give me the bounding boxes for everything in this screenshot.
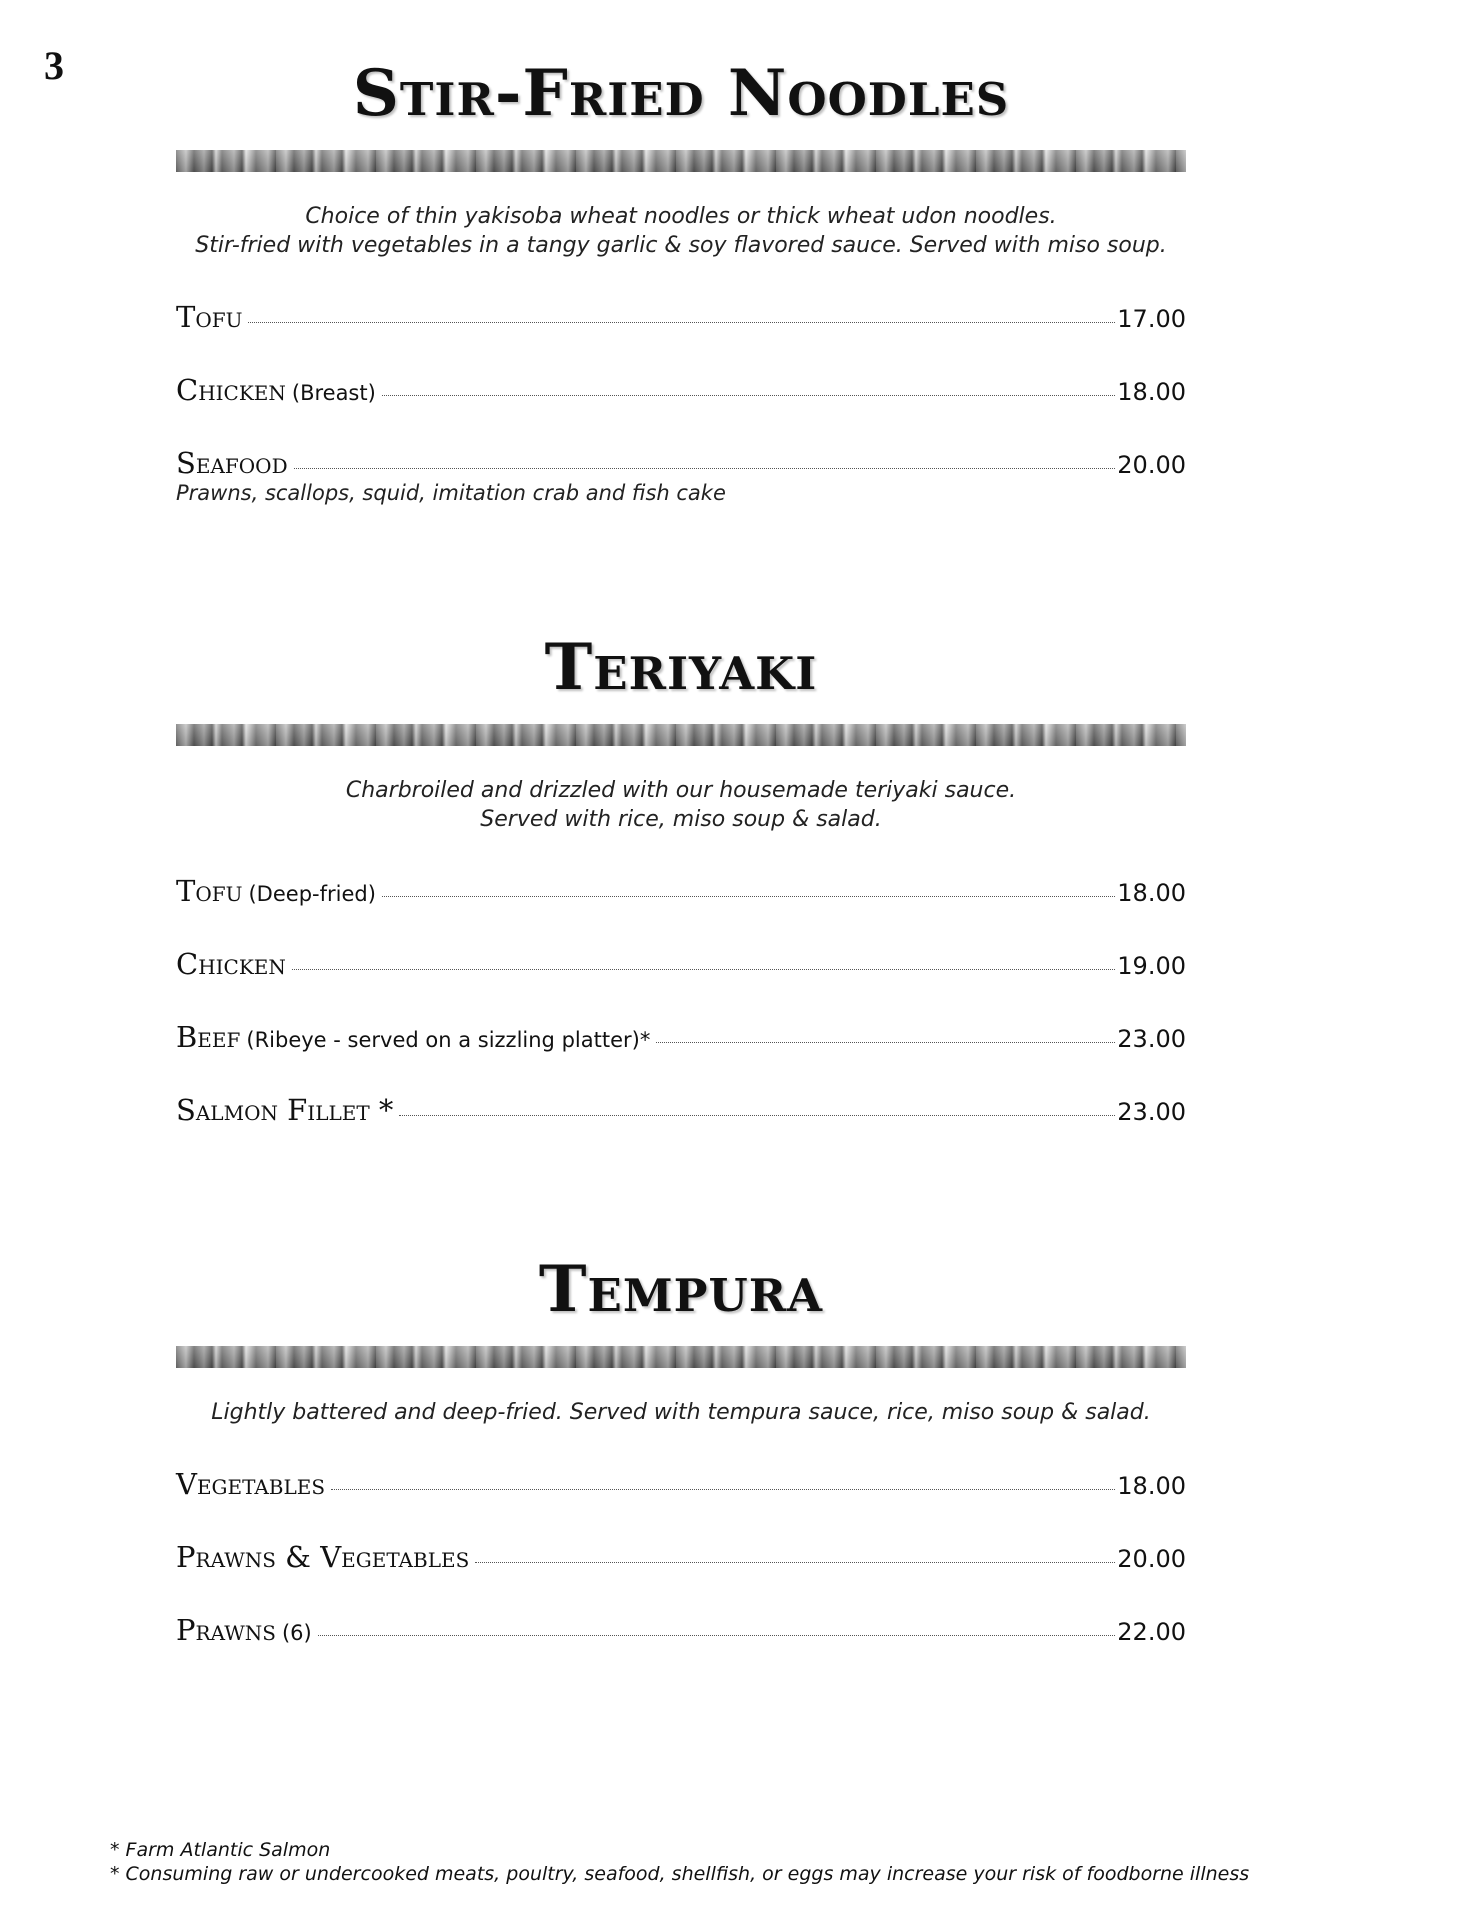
dot-leader bbox=[294, 468, 1116, 469]
item-name: Prawns bbox=[176, 1613, 276, 1647]
item-note: (Breast) bbox=[291, 381, 376, 405]
intro-line: Served with rice, miso soup & salad. bbox=[480, 807, 882, 832]
menu-item bbox=[176, 947, 1186, 980]
item-price: 20.00 bbox=[1117, 451, 1186, 479]
menu-item bbox=[176, 1020, 1186, 1053]
item-name: Prawns & Vegetables bbox=[176, 1540, 470, 1574]
dot-leader bbox=[382, 896, 1115, 897]
menu-item bbox=[176, 1093, 1186, 1126]
dot-leader bbox=[292, 969, 1115, 970]
decorative-divider bbox=[176, 1346, 1186, 1368]
dot-leader bbox=[656, 1042, 1115, 1043]
menu-items bbox=[176, 1467, 1186, 1646]
item-name: Tofu bbox=[176, 874, 243, 908]
item-price: 19.00 bbox=[1117, 952, 1186, 980]
item-name: Vegetables bbox=[176, 1467, 326, 1501]
item-price: 18.00 bbox=[1117, 1472, 1186, 1500]
menu-item bbox=[176, 874, 1186, 907]
section-title: Stir-Fried Noodles bbox=[352, 56, 1010, 131]
intro-line: Charbroiled and drizzled with our housemade teriyaki sauce. bbox=[345, 778, 1017, 803]
item-name: Tofu bbox=[176, 300, 243, 334]
decorative-divider bbox=[176, 150, 1186, 172]
section-stir-fried-noodles bbox=[176, 58, 1186, 545]
menu-item bbox=[176, 446, 1186, 505]
item-price: 22.00 bbox=[1117, 1618, 1186, 1646]
item-price: 20.00 bbox=[1117, 1545, 1186, 1573]
section-title: Teriyaki bbox=[544, 630, 818, 705]
item-description: Prawns, scallops, squid, imitation crab and fish cake bbox=[176, 481, 726, 505]
section-teriyaki bbox=[176, 632, 1186, 1166]
dot-leader bbox=[318, 1635, 1116, 1636]
item-note: (Ribeye - served on a sizzling platter)* bbox=[246, 1028, 651, 1052]
item-price: 23.00 bbox=[1117, 1098, 1186, 1126]
dot-leader bbox=[475, 1562, 1115, 1563]
menu-items bbox=[176, 874, 1186, 1126]
footnotes bbox=[110, 1838, 1249, 1886]
dot-leader bbox=[331, 1489, 1115, 1490]
decorative-divider bbox=[176, 724, 1186, 746]
footnote-consumer-advisory: * Consuming raw or undercooked meats, poultry, seafood, shellfish, or eggs may increase your risk of foodborne illness bbox=[110, 1863, 1250, 1885]
footnote-salmon: * Farm Atlantic Salmon bbox=[110, 1839, 331, 1861]
item-name: Chicken bbox=[176, 947, 286, 981]
item-price: 18.00 bbox=[1117, 879, 1186, 907]
item-name: Salmon Fillet * bbox=[176, 1093, 394, 1127]
item-name: Chicken bbox=[176, 373, 286, 407]
section-intro bbox=[176, 776, 1186, 834]
item-price: 18.00 bbox=[1117, 378, 1186, 406]
section-intro bbox=[176, 1398, 1186, 1427]
intro-line: Choice of thin yakisoba wheat noodles or thick wheat udon noodles. bbox=[305, 204, 1057, 229]
item-name: Seafood bbox=[176, 446, 288, 480]
section-title: Tempura bbox=[538, 1252, 824, 1327]
dot-leader bbox=[399, 1115, 1115, 1116]
menu-items bbox=[176, 300, 1186, 505]
menu-item bbox=[176, 1467, 1186, 1500]
item-note: (Deep-fried) bbox=[248, 882, 376, 906]
item-price: 17.00 bbox=[1117, 305, 1186, 333]
menu-item bbox=[176, 300, 1186, 333]
menu-item bbox=[176, 373, 1186, 406]
section-intro bbox=[176, 202, 1186, 260]
page-number: 3 bbox=[44, 43, 64, 88]
intro-line: Stir-fried with vegetables in a tangy garlic & soy flavored sauce. Served with miso soup. bbox=[195, 233, 1167, 258]
dot-leader bbox=[382, 395, 1115, 396]
menu-item bbox=[176, 1613, 1186, 1646]
item-note: (6) bbox=[281, 1621, 312, 1645]
menu-item bbox=[176, 1540, 1186, 1573]
dot-leader bbox=[248, 322, 1115, 323]
item-name: Beef bbox=[176, 1020, 241, 1054]
section-tempura bbox=[176, 1254, 1186, 1686]
item-price: 23.00 bbox=[1117, 1025, 1186, 1053]
intro-line: Lightly battered and deep-fried. Served with tempura sauce, rice, miso soup & salad. bbox=[211, 1400, 1151, 1425]
